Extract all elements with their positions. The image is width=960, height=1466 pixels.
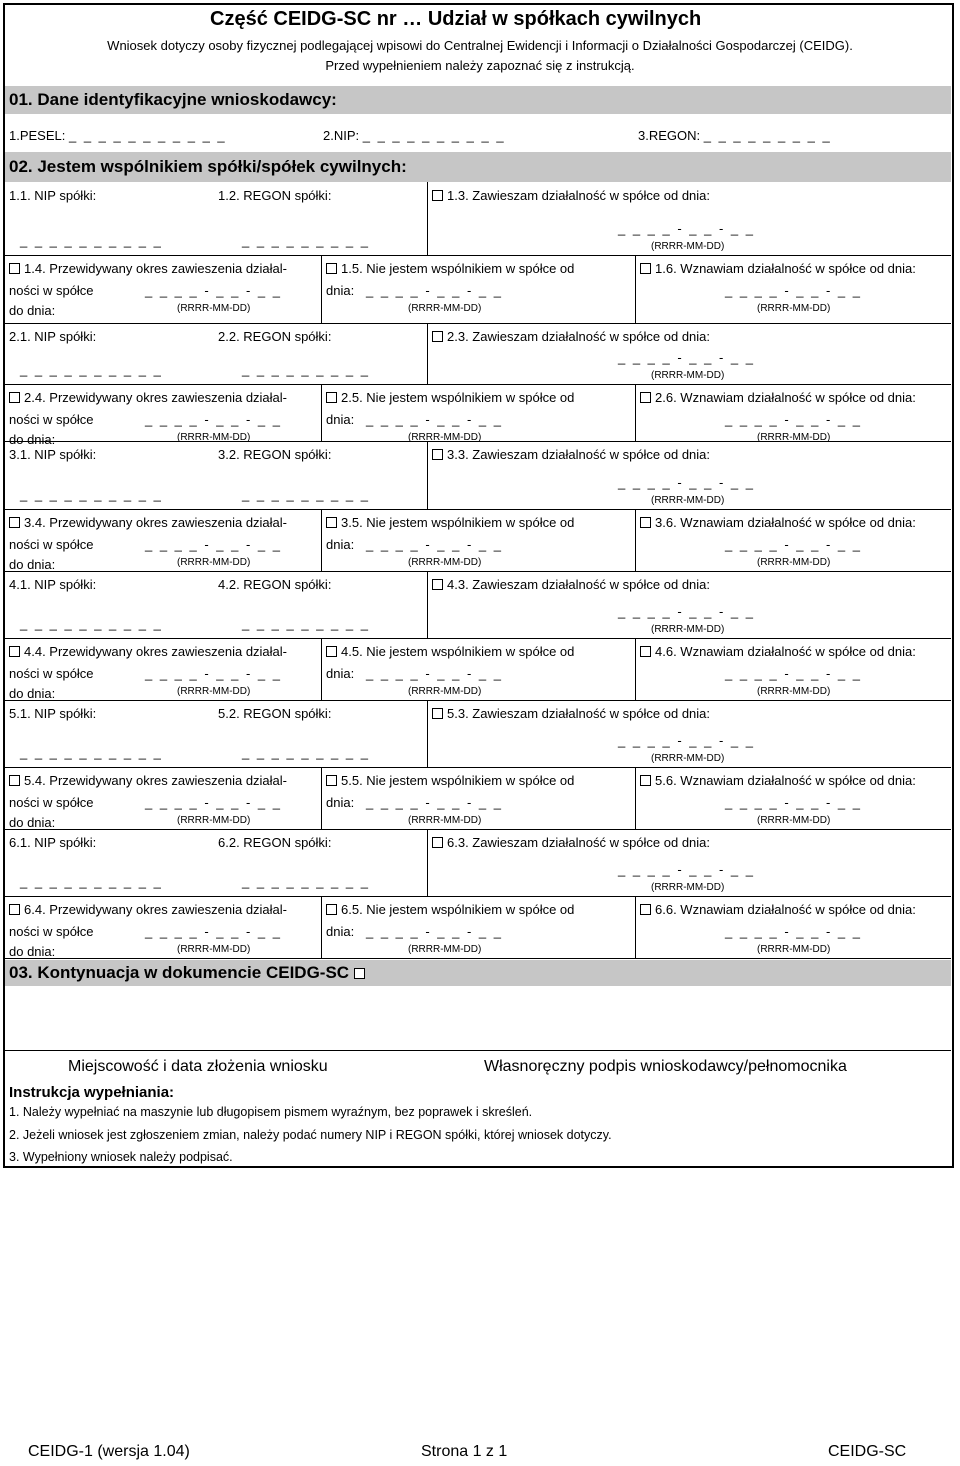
resume-checkbox[interactable] <box>640 392 651 403</box>
nip-label-3: 3.1. NIP spółki: <box>9 447 97 462</box>
block-5-vline-c <box>635 767 636 829</box>
suspend-date-input-6[interactable]: _ _ _ _ - _ _ - _ _ <box>618 862 756 877</box>
period-date-format-5: (RRRR-MM-DD) <box>177 815 251 826</box>
period-date-format-6: (RRRR-MM-DD) <box>177 944 251 955</box>
instruction-item-2: 2. Jeżeli wniosek jest zgłoszeniem zmian, należy podać numery NIP i REGON spółki, której wniosek dotyczy. <box>9 1128 612 1142</box>
block-3-row-divider <box>5 509 951 510</box>
block-3-vline-a <box>427 441 428 509</box>
not-partner-checkbox[interactable] <box>326 517 337 528</box>
nip-blanks: _ _ _ _ _ _ _ _ _ _ <box>362 128 506 143</box>
suspend-checkbox[interactable] <box>432 708 443 719</box>
regon-label: 3.REGON: <box>638 128 701 143</box>
block-5-vline-a <box>427 700 428 767</box>
not-partner-checkbox[interactable] <box>326 646 337 657</box>
not-partner-checkbox[interactable] <box>326 263 337 274</box>
regon-blanks: _ _ _ _ _ _ _ _ _ <box>703 128 832 143</box>
regon-input-1[interactable]: _ _ _ _ _ _ _ _ _ <box>242 233 370 248</box>
period-date-format-4: (RRRR-MM-DD) <box>177 686 251 697</box>
suspend-label: 6.3. Zawieszam działalność w spółce od dnia: <box>447 835 711 850</box>
resume-label: 3.6. Wznawiam działalność w spółce od dnia: <box>655 515 916 530</box>
suspend-label: 1.3. Zawieszam działalność w spółce od dnia: <box>447 188 711 203</box>
suspend-label: 2.3. Zawieszam działalność w spółce od dnia: <box>447 329 711 344</box>
block-4-vline-b <box>321 638 322 700</box>
suspend-option-6[interactable] <box>432 835 710 850</box>
period-checkbox[interactable] <box>9 517 20 528</box>
period-label: 3.4. Przewidywany okres zawieszenia działal- <box>24 515 288 530</box>
block-2-divider <box>5 323 951 324</box>
nip-input-2[interactable]: _ _ _ _ _ _ _ _ _ _ <box>20 362 163 377</box>
block-4-vline-a <box>427 571 428 638</box>
not-partner-date-format-1: (RRRR-MM-DD) <box>408 303 482 314</box>
not-partner-label: 4.5. Nie jestem wspólnikiem w spółce od <box>341 644 575 659</box>
footer-version: CEIDG-1 (wersja 1.04) <box>28 1443 190 1460</box>
not-partner-date-format-4: (RRRR-MM-DD) <box>408 686 482 697</box>
regon-label-2: 2.2. REGON spółki: <box>218 329 332 344</box>
section-03-heading <box>5 960 951 986</box>
nip-input-3[interactable]: _ _ _ _ _ _ _ _ _ _ <box>20 487 163 502</box>
resume-date-input-3[interactable]: _ _ _ _ - _ _ - _ _ <box>725 537 863 552</box>
resume-checkbox[interactable] <box>640 263 651 274</box>
period-label: 1.4. Przewidywany okres zawieszenia działal- <box>24 261 288 276</box>
period-date-input-4[interactable]: _ _ _ _ - _ _ - _ _ <box>145 666 283 681</box>
pesel-field[interactable] <box>9 128 227 143</box>
nip-input-1[interactable]: _ _ _ _ _ _ _ _ _ _ <box>20 233 163 248</box>
block-1-vline-b <box>321 255 322 323</box>
regon-input-2[interactable]: _ _ _ _ _ _ _ _ _ <box>242 362 370 377</box>
resume-date-input-4[interactable]: _ _ _ _ - _ _ - _ _ <box>725 666 863 681</box>
pesel-blanks: _ _ _ _ _ _ _ _ _ _ _ <box>69 128 227 143</box>
regon-input-6[interactable]: _ _ _ _ _ _ _ _ _ <box>242 874 370 889</box>
resume-checkbox[interactable] <box>640 904 651 915</box>
not-partner-dnia-label-6: dnia: <box>326 924 355 939</box>
period-option-4[interactable] <box>9 644 287 659</box>
period-date-input-5[interactable]: _ _ _ _ - _ _ - _ _ <box>145 795 283 810</box>
resume-option-1[interactable] <box>640 261 916 276</box>
block-3-vline-b <box>321 509 322 571</box>
not-partner-option-6[interactable] <box>326 902 574 917</box>
blocks-bottom-divider <box>5 958 951 959</box>
block-5-vline-b <box>321 767 322 829</box>
nip-input-4[interactable]: _ _ _ _ _ _ _ _ _ _ <box>20 616 163 631</box>
nip-label-6: 6.1. NIP spółki: <box>9 835 97 850</box>
block-6-vline-a <box>427 829 428 896</box>
nip-input-5[interactable]: _ _ _ _ _ _ _ _ _ _ <box>20 745 163 760</box>
suspend-date-format-6: (RRRR-MM-DD) <box>651 882 725 893</box>
resume-checkbox[interactable] <box>640 775 651 786</box>
suspend-date-format-2: (RRRR-MM-DD) <box>651 370 725 381</box>
not-partner-label: 6.5. Nie jestem wspólnikiem w spółce od <box>341 902 575 917</box>
block-4-divider <box>5 571 951 572</box>
period-label: 2.4. Przewidywany okres zawieszenia działal- <box>24 390 288 405</box>
regon-label-1: 1.2. REGON spółki: <box>218 188 332 203</box>
resume-date-format-2: (RRRR-MM-DD) <box>757 432 831 443</box>
footer-page: Strona 1 z 1 <box>421 1443 508 1460</box>
not-partner-date-format-5: (RRRR-MM-DD) <box>408 815 482 826</box>
block-6-divider <box>5 829 951 830</box>
period-until-label-3: do dnia: <box>9 557 56 572</box>
suspend-label: 4.3. Zawieszam działalność w spółce od dnia: <box>447 577 711 592</box>
resume-date-format-4: (RRRR-MM-DD) <box>757 686 831 697</box>
not-partner-option-5[interactable] <box>326 773 574 788</box>
period-option-6[interactable] <box>9 902 287 917</box>
period-until-label-6: do dnia: <box>9 944 56 959</box>
not-partner-date-format-2: (RRRR-MM-DD) <box>408 432 482 443</box>
resume-checkbox[interactable] <box>640 517 651 528</box>
period-cont-label-4: ności w spółce <box>9 666 94 681</box>
regon-label-3: 3.2. REGON spółki: <box>218 447 332 462</box>
nip-label-2: 2.1. NIP spółki: <box>9 329 97 344</box>
suspend-label: 3.3. Zawieszam działalność w spółce od dnia: <box>447 447 711 462</box>
block-6-row-divider <box>5 896 951 897</box>
footer-form-code: CEIDG-SC <box>828 1443 907 1460</box>
block-4-row-divider <box>5 638 951 639</box>
period-date-format-1: (RRRR-MM-DD) <box>177 303 251 314</box>
resume-date-input-1[interactable]: _ _ _ _ - _ _ - _ _ <box>725 283 863 298</box>
period-option-3[interactable] <box>9 515 287 530</box>
suspend-option-2[interactable] <box>432 329 710 344</box>
not-partner-date-input-6[interactable]: _ _ _ _ - _ _ - _ _ <box>366 924 504 939</box>
period-until-label-1: do dnia: <box>9 303 56 318</box>
suspend-option-3[interactable] <box>432 447 710 462</box>
resume-date-format-3: (RRRR-MM-DD) <box>757 557 831 568</box>
period-until-label-5: do dnia: <box>9 815 56 830</box>
period-checkbox[interactable] <box>9 904 20 915</box>
block-1-row-divider <box>5 255 951 256</box>
resume-label: 2.6. Wznawiam działalność w spółce od dnia: <box>655 390 916 405</box>
period-cont-label-3: ności w spółce <box>9 537 94 552</box>
resume-date-input-2[interactable]: _ _ _ _ - _ _ - _ _ <box>725 412 863 427</box>
not-partner-checkbox[interactable] <box>326 904 337 915</box>
not-partner-date-format-6: (RRRR-MM-DD) <box>408 944 482 955</box>
resume-date-input-5[interactable]: _ _ _ _ - _ _ - _ _ <box>725 795 863 810</box>
period-checkbox[interactable] <box>9 263 20 274</box>
resume-option-4[interactable] <box>640 644 916 659</box>
period-option-5[interactable] <box>9 773 287 788</box>
not-partner-date-format-3: (RRRR-MM-DD) <box>408 557 482 568</box>
place-date-label: Miejscowość i data złożenia wniosku <box>68 1058 328 1075</box>
nip-input-6[interactable]: _ _ _ _ _ _ _ _ _ _ <box>20 874 163 889</box>
not-partner-dnia-label-4: dnia: <box>326 666 355 681</box>
period-cont-label-6: ności w spółce <box>9 924 94 939</box>
block-5-row-divider <box>5 767 951 768</box>
not-partner-label: 2.5. Nie jestem wspólnikiem w spółce od <box>341 390 575 405</box>
block-4-vline-c <box>635 638 636 700</box>
suspend-date-format-5: (RRRR-MM-DD) <box>651 753 725 764</box>
not-partner-label: 3.5. Nie jestem wspólnikiem w spółce od <box>341 515 575 530</box>
suspend-date-input-1[interactable]: _ _ _ _ - _ _ - _ _ <box>618 221 756 236</box>
resume-label: 4.6. Wznawiam działalność w spółce od dnia: <box>655 644 916 659</box>
period-checkbox[interactable] <box>9 392 20 403</box>
block-1-vline-a <box>427 182 428 255</box>
section-02-heading-text: 02. Jestem wspólnikiem spółki/spółek cywilnych: <box>9 157 407 176</box>
period-cont-label-1: ności w spółce <box>9 283 94 298</box>
resume-option-5[interactable] <box>640 773 916 788</box>
block-3-divider <box>5 441 951 442</box>
resume-date-format-6: (RRRR-MM-DD) <box>757 944 831 955</box>
period-date-input-3[interactable]: _ _ _ _ - _ _ - _ _ <box>145 537 283 552</box>
resume-checkbox[interactable] <box>640 646 651 657</box>
not-partner-dnia-label-1: dnia: <box>326 283 355 298</box>
nip-label-4: 4.1. NIP spółki: <box>9 577 97 592</box>
intro-line-1: Wniosek dotyczy osoby fizycznej podlegającej wpisowi do Centralnej Ewidencji i Informacji o Działalności Gospodarczej (CEIDG). <box>107 38 853 53</box>
regon-input-3[interactable]: _ _ _ _ _ _ _ _ _ <box>242 487 370 502</box>
block-2-vline-a <box>427 323 428 384</box>
resume-date-format-5: (RRRR-MM-DD) <box>757 815 831 826</box>
not-partner-option-3[interactable] <box>326 515 574 530</box>
block-6-vline-b <box>321 896 322 958</box>
period-label: 4.4. Przewidywany okres zawieszenia działal- <box>24 644 288 659</box>
period-checkbox[interactable] <box>9 775 20 786</box>
period-date-input-6[interactable]: _ _ _ _ - _ _ - _ _ <box>145 924 283 939</box>
regon-input-4[interactable]: _ _ _ _ _ _ _ _ _ <box>242 616 370 631</box>
form-title: Część CEIDG-SC nr … Udział w spółkach cywilnych <box>210 8 702 30</box>
block-3-vline-c <box>635 509 636 571</box>
period-label: 6.4. Przewidywany okres zawieszenia działal- <box>24 902 288 917</box>
suspend-checkbox[interactable] <box>432 579 443 590</box>
block-2-vline-c <box>635 384 636 441</box>
suspend-date-input-3[interactable]: _ _ _ _ - _ _ - _ _ <box>618 475 756 490</box>
suspend-checkbox[interactable] <box>432 331 443 342</box>
resume-option-6[interactable] <box>640 902 916 917</box>
period-until-label-2: do dnia: <box>9 432 56 447</box>
period-date-format-3: (RRRR-MM-DD) <box>177 557 251 568</box>
suspend-date-format-3: (RRRR-MM-DD) <box>651 495 725 506</box>
signature-label: Własnoręczny podpis wnioskodawcy/pełnomocnika <box>484 1058 847 1075</box>
suspend-label: 5.3. Zawieszam działalność w spółce od dnia: <box>447 706 711 721</box>
not-partner-dnia-label-2: dnia: <box>326 412 355 427</box>
instruction-item-3: 3. Wypełniony wniosek należy podpisać. <box>9 1150 233 1164</box>
section-01-heading <box>5 86 951 114</box>
resume-option-2[interactable] <box>640 390 916 405</box>
nip-field[interactable] <box>323 128 506 143</box>
not-partner-dnia-label-5: dnia: <box>326 795 355 810</box>
not-partner-checkbox[interactable] <box>326 775 337 786</box>
not-partner-date-input-5[interactable]: _ _ _ _ - _ _ - _ _ <box>366 795 504 810</box>
not-partner-date-input-2[interactable]: _ _ _ _ - _ _ - _ _ <box>366 412 504 427</box>
regon-field[interactable] <box>638 128 832 143</box>
intro-line-2: Przed wypełnieniem należy zapoznać się z instrukcją. <box>325 58 635 73</box>
not-partner-dnia-label-3: dnia: <box>326 537 355 552</box>
suspend-date-format-1: (RRRR-MM-DD) <box>651 241 725 252</box>
regon-label-5: 5.2. REGON spółki: <box>218 706 332 721</box>
regon-input-5[interactable]: _ _ _ _ _ _ _ _ _ <box>242 745 370 760</box>
period-date-format-2: (RRRR-MM-DD) <box>177 432 251 443</box>
not-partner-date-input-1[interactable]: _ _ _ _ - _ _ - _ _ <box>366 283 504 298</box>
period-date-input-1[interactable]: _ _ _ _ - _ _ - _ _ <box>145 283 283 298</box>
not-partner-option-2[interactable] <box>326 390 574 405</box>
block-6-vline-c <box>635 896 636 958</box>
not-partner-label: 1.5. Nie jestem wspólnikiem w spółce od <box>341 261 575 276</box>
period-date-input-2[interactable]: _ _ _ _ - _ _ - _ _ <box>145 412 283 427</box>
resume-option-3[interactable] <box>640 515 916 530</box>
nip-label-1: 1.1. NIP spółki: <box>9 188 97 203</box>
pesel-label: 1.PESEL: <box>9 128 66 143</box>
period-label: 5.4. Przewidywany okres zawieszenia działal- <box>24 773 288 788</box>
resume-label: 1.6. Wznawiam działalność w spółce od dnia: <box>655 261 916 276</box>
suspend-checkbox[interactable] <box>432 837 443 848</box>
suspend-option-5[interactable] <box>432 706 710 721</box>
resume-label: 5.6. Wznawiam działalność w spółce od dnia: <box>655 773 916 788</box>
not-partner-checkbox[interactable] <box>326 392 337 403</box>
not-partner-date-input-3[interactable]: _ _ _ _ - _ _ - _ _ <box>366 537 504 552</box>
resume-date-format-1: (RRRR-MM-DD) <box>757 303 831 314</box>
instruction-item-1: 1. Należy wypełniać na maszynie lub długopisem pismem wyraźnym, bez poprawek i skreśleń. <box>9 1105 533 1119</box>
suspend-date-format-4: (RRRR-MM-DD) <box>651 624 725 635</box>
instructions-heading: Instrukcja wypełniania: <box>9 1084 175 1101</box>
nip-label: 2.NIP: <box>323 128 360 143</box>
suspend-option-1[interactable] <box>432 188 710 203</box>
suspend-date-input-4[interactable]: _ _ _ _ - _ _ - _ _ <box>618 604 756 619</box>
regon-label-6: 6.2. REGON spółki: <box>218 835 332 850</box>
suspend-option-4[interactable] <box>432 577 710 592</box>
section-03-heading-text: 03. Kontynuacja w dokumencie CEIDG-SC <box>9 963 350 982</box>
period-until-label-4: do dnia: <box>9 686 56 701</box>
signature-divider <box>5 1050 951 1051</box>
nip-label-5: 5.1. NIP spółki: <box>9 706 97 721</box>
continuation-checkbox[interactable] <box>354 968 365 979</box>
period-checkbox[interactable] <box>9 646 20 657</box>
not-partner-option-4[interactable] <box>326 644 574 659</box>
suspend-date-input-5[interactable]: _ _ _ _ - _ _ - _ _ <box>618 733 756 748</box>
suspend-checkbox[interactable] <box>432 190 443 201</box>
suspend-date-input-2[interactable]: _ _ _ _ - _ _ - _ _ <box>618 350 756 365</box>
resume-label: 6.6. Wznawiam działalność w spółce od dnia: <box>655 902 916 917</box>
block-2-row-divider <box>5 384 951 385</box>
period-cont-label-2: ności w spółce <box>9 412 94 427</box>
section-02-heading <box>5 152 951 182</box>
not-partner-label: 5.5. Nie jestem wspólnikiem w spółce od <box>341 773 575 788</box>
block-1-vline-c <box>635 255 636 323</box>
block-2-vline-b <box>321 384 322 441</box>
resume-date-input-6[interactable]: _ _ _ _ - _ _ - _ _ <box>725 924 863 939</box>
not-partner-date-input-4[interactable]: _ _ _ _ - _ _ - _ _ <box>366 666 504 681</box>
regon-label-4: 4.2. REGON spółki: <box>218 577 332 592</box>
period-option-2[interactable] <box>9 390 287 405</box>
section-01-heading-text: 01. Dane identyfikacyjne wnioskodawcy: <box>9 90 337 109</box>
suspend-checkbox[interactable] <box>432 449 443 460</box>
period-cont-label-5: ności w spółce <box>9 795 94 810</box>
not-partner-option-1[interactable] <box>326 261 574 276</box>
block-5-divider <box>5 700 951 701</box>
period-option-1[interactable] <box>9 261 287 276</box>
